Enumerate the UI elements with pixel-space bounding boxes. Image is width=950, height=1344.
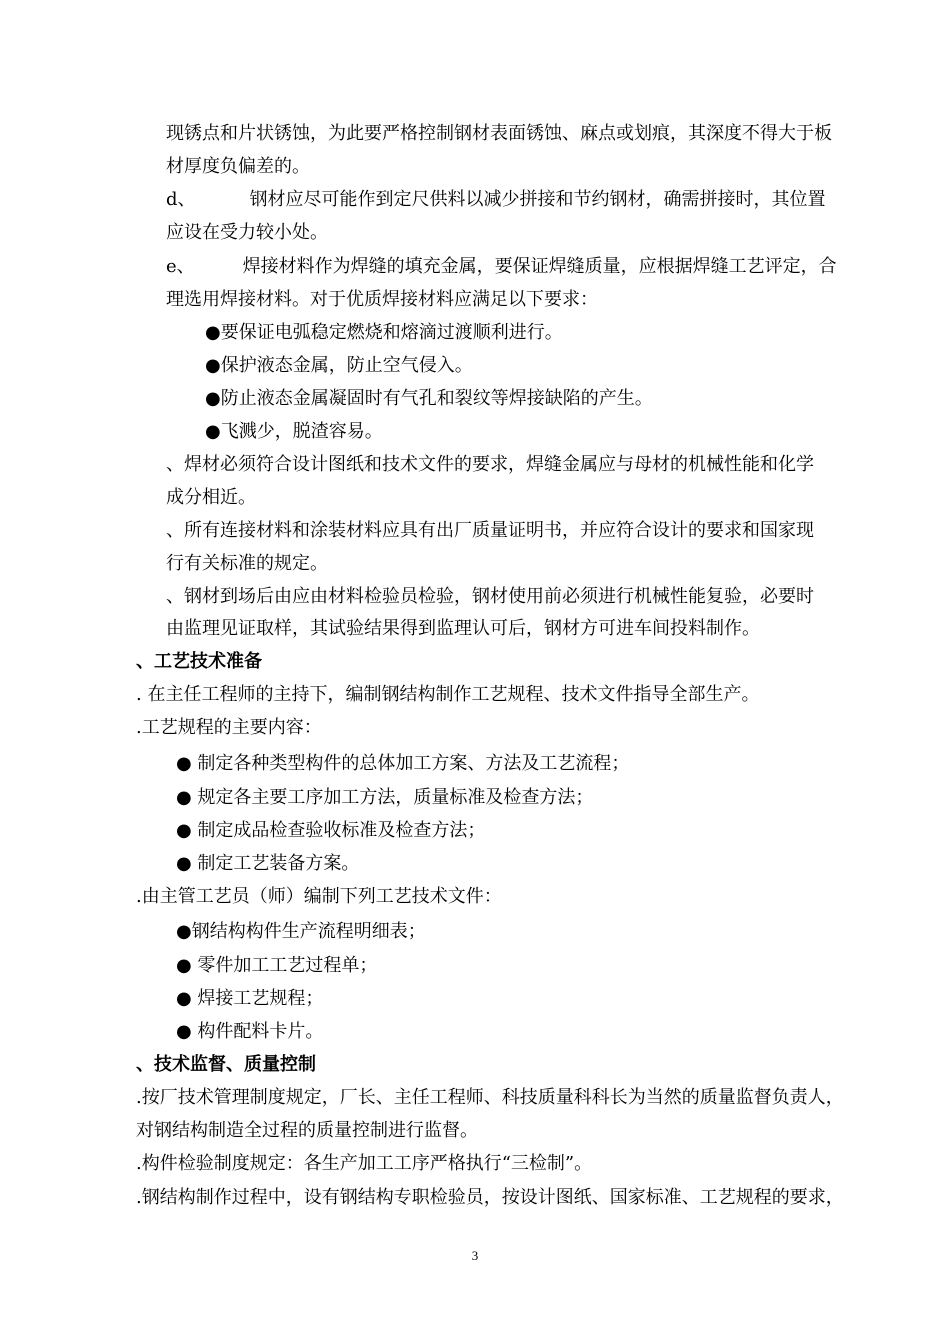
bullet-item: ● 零件加工工艺过程单； [176, 955, 378, 976]
paragraph-line: .按厂技术管理制度规定，厂长、主任工程师、科技质量科科长为当然的质量监督负责人， [136, 1087, 844, 1108]
paragraph-line: 对钢结构制造全过程的质量控制进行监督。 [136, 1120, 478, 1141]
paragraph-line: . 在主任工程师的主持下，编制钢结构制作工艺规程、技术文件指导全部生产。 [136, 684, 760, 705]
section-heading: 、技术监督、质量控制 [136, 1054, 316, 1075]
paragraph-line: 、所有连接材料和涂装材料应具有出厂质量证明书，并应符合设计的要求和国家现 [166, 520, 814, 541]
bullet-item: ● 制定工艺装备方案。 [176, 853, 360, 874]
paragraph-line: 由监理见证取样，其试验结果得到监理认可后，钢材方可进车间投料制作。 [166, 618, 760, 639]
paragraph-line: 理选用焊接材料。对于优质焊接材料应满足以下要求： [166, 289, 598, 310]
bullet-item: ● 规定各主要工序加工方法，质量标准及检查方法； [176, 787, 594, 808]
paragraph-line: .构件检验制度规定：各生产加工工序严格执行“三检制”。 [136, 1153, 593, 1174]
bullet-item: ●保护液态金属，防止空气侵入。 [205, 355, 473, 376]
bullet-item: ● 焊接工艺规程； [176, 988, 324, 1009]
paragraph-line: 现锈点和片状锈蚀，为此要严格控制钢材表面锈蚀、麻点或划痕，其深度不得大于板 [166, 123, 832, 144]
section-heading: 、工艺技术准备 [136, 651, 262, 672]
paragraph-line: 、焊材必须符合设计图纸和技术文件的要求，焊缝金属应与母材的机械性能和化学 [166, 454, 814, 475]
bullet-item: ●要保证电弧稳定燃烧和熔滴过渡顺利进行。 [205, 322, 563, 343]
paragraph-line: 应设在受力较小处。 [166, 222, 328, 243]
bullet-item: ●飞溅少，脱渣容易。 [205, 421, 383, 442]
list-item-text: 焊接材料作为焊缝的填充金属，要保证焊缝质量，应根据焊缝工艺评定，合 [242, 256, 837, 277]
list-marker: e、 [166, 256, 195, 277]
bullet-item: ●钢结构构件生产流程明细表； [176, 921, 426, 942]
list-marker: d、 [166, 189, 196, 210]
bullet-item: ● 构件配料卡片。 [176, 1021, 324, 1042]
paragraph-line: 、钢材到场后由应由材料检验员检验，钢材使用前必须进行机械性能复验，必要时 [166, 586, 814, 607]
list-item-text: 钢材应尽可能作到定尺供料以减少拼接和节约钢材，确需拼接时，其位置 [249, 189, 826, 210]
bullet-item: ●防止液态金属凝固时有气孔和裂纹等焊接缺陷的产生。 [205, 388, 653, 409]
bullet-item: ● 制定成品检查验收标准及检查方法； [176, 820, 486, 841]
paragraph-line: 行有关标准的规定。 [166, 553, 328, 574]
paragraph-line: .由主管工艺员（师）编制下列工艺技术文件： [136, 886, 502, 907]
paragraph-line: 成分相近。 [166, 487, 256, 508]
paragraph-line: .钢结构制作过程中，设有钢结构专职检验员，按设计图纸、国家标准、工艺规程的要求， [136, 1187, 844, 1208]
bullet-item: ● 制定各种类型构件的总体加工方案、方法及工艺流程； [176, 753, 630, 774]
list-item-d [166, 188, 826, 212]
list-item-e [166, 255, 837, 279]
paragraph-line: 材厚度负偏差的。 [166, 156, 310, 177]
page-number: 3 [471, 1248, 479, 1263]
paragraph-line: .工艺规程的主要内容： [136, 717, 322, 738]
